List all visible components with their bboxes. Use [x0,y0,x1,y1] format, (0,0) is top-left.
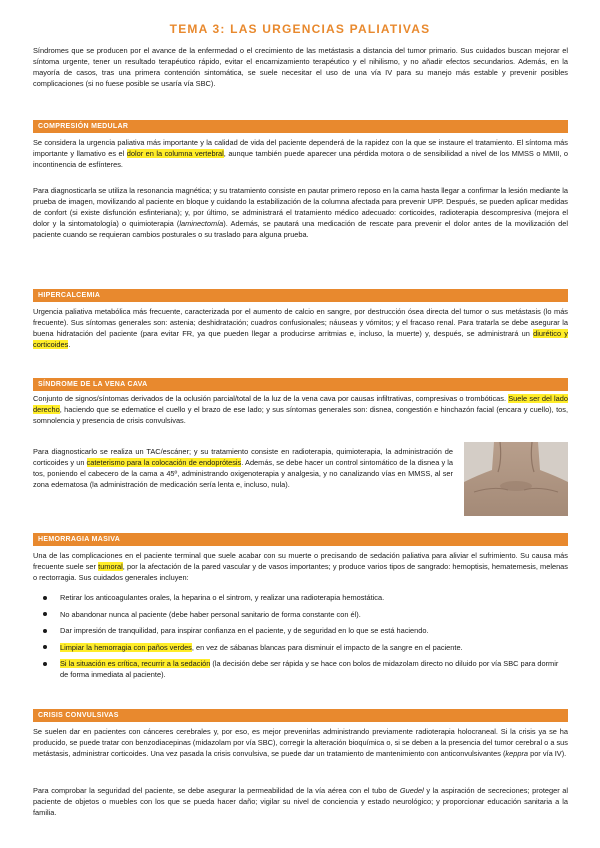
highlight-dolor-columna: dolor en la columna vertebral [126,149,224,158]
list-item: No abandonar nunca al paciente (debe haber personal sanitario de forma constante con él). [33,609,568,620]
section-heading-compresion-medular: COMPRESIÓN MEDULAR [33,120,568,133]
highlight-diuretico: diurético y corticoides [33,329,568,349]
highlight-lado-derecho: Suele ser del lado derecho [33,394,568,414]
highlight-cateterismo: cateterismo para la colocación de endoprótesis [86,458,242,467]
highlight-tumoral: tumoral [98,562,123,571]
list-item: Limpiar la hemorragia con paños verdes, en vez de sábanas blancas para disminuir el impacto de la sangre en el paciente. [33,642,568,653]
highlight-panos-verdes: Limpiar la hemorragia con paños verdes [60,642,192,652]
section-heading-hipercalcemia: HIPERCALCEMIA [33,289,568,302]
crisis-paragraph-2: Para comprobar la seguridad del paciente, se debe asegurar la permeabilidad de la vía aérea con el tubo de Guedel y la aspiración de secreciones; proteger al paciente de objetos o muebles con los que se pueda hacer daño; vigilar su nivel de conciencia y estado neurológico; y proporcionar educación sanitaria a la familia. [33,786,569,817]
hemorragia-paragraph: Una de las complicaciones en el paciente terminal que suele acabar con su muerte o precisando de sedación paliativa para aliviar el sufrimiento. Su causa más frecuente suele ser tumoral, por la afectación de la pared vascular y de vasos importantes; y produce varios tipos de sangrado: hemoptisis, hematemesis, melenas o rectorragia. Sus cuidados generales incluyen: [33,551,568,582]
section-heading-hemorragia: HEMORRAGIA MASIVA [33,533,568,546]
section-heading-vena-cava: SÍNDROME DE LA VENA CAVA [33,378,568,391]
list-item: Si la situación es crítica, recurrir a la sedación (la decisión debe ser rápida y se hace con bolos de midazolam directo no diluido por vía SBC para dormir de forma inmediata al paciente). [33,658,568,680]
vena-cava-paragraph-1: Conjunto de signos/síntomas derivados de la oclusión parcial/total de la luz de la vena cava por causas infiltrativas, compresivas o trombóticas. Suele ser del lado derecho, haciendo que se edematice el cuello y el brazo de ese lado; y sus síntomas generales son: disnea, congestión e hinchazón facial (encara y cuello), tos, somnolencia y presencia de crisis convulsivas. [33,394,568,425]
page-title: TEMA 3: LAS URGENCIAS PALIATIVAS [169,22,431,36]
neck-edema-illustration [464,442,568,516]
list-item: Retirar los anticoagulantes orales, la heparina o el sintrom, y realizar una radioterapia hemostática. [33,592,568,603]
intro-paragraph: Síndromes que se producen por el avance de la enfermedad o el crecimiento de las metástasis a distancia del tumor primario. Sus cuidados buscan mejorar el síntoma urgente, tener un resultado terapéutico rápido, evitar el encarnizamiento terapéutico y el nihilismo, y no añadir efectos secundarios. Además, en la mayoría de casos, tras una primera contención sintomática, se suele necesitar el uso de una vía IV para su manejo más estable y prevenir posibles complicaciones (si no fuese posible se usaría vía SBC). [33,46,568,88]
section-heading-crisis: CRISIS CONVULSIVAS [33,709,568,722]
highlight-sedacion: Si la situación es crítica, recurrir a la sedación [60,659,211,668]
crisis-paragraph-1: Se suelen dar en pacientes con cánceres cerebrales y, por eso, es mejor prevenirlas administrando previamente radioterapia holocraneal. Si la crisis ya se ha producido, se puede tratar con benzodiacepinas (midazolam por vía SBC), corregir la alteración bioquímica o, si se deben a la presencia del tumor cerebral o a sus metástasis, administrar corticoides. Una vez pasada la crisis convulsiva, se puede dar un tratamiento de mantenimiento con anticonvulsivantes (keppra por vía IV). [33,727,568,758]
list-item: Dar impresión de tranquilidad, para inspirar confianza en el paciente, y de seguridad en lo que se está haciendo. [33,625,568,636]
compresion-paragraph-2: Para diagnosticarla se utiliza la resonancia magnética; y su tratamiento consiste en pautar primero reposo en la cama hasta llegar a confirmar la lesión mediante la prueba de imagen, movilizando al paciente en bloque y cuidando la estabilización de la columna afectada para prevenir UPP. Después, se pueden aplicar medidas de confort (si existe disfunción esfinteriana); y, por último, se administrará el tratamiento médico adecuado: corticoides, radioterapia descompresiva (mejora el dolor y la sintomatología) o quimioterapia (laminectomía). Además, se pautará una medicación de rescate para prevenir el dolor antes de la movilización del paciente cuando se requieran cambios posturales o su traslado para alguna prueba. [33,186,569,239]
hipercalcemia-paragraph: Urgencia paliativa metabólica más frecuente, caracterizada por el aumento de calcio en sangre, por destrucción ósea directa del tumor o sus metástasis (lo más frecuente). Sus síntomas generales son: astenia; deshidratación; cuadros confusionales; náuseas y vómitos; y el fracaso renal. Para tratarla se debe asegurar la buena hidratación del paciente (para evitar FR, ya que pueden llegar a producirse arritmias e, incluso, la muerte) y, después, se administrará un diurético y corticoides. [33,307,568,349]
compresion-paragraph-1: Se considera la urgencia paliativa más importante y la calidad de vida del paciente dependerá de la rapidez con la que se instaure el tratamiento. El síntoma más importante y llamativo es el dolor en la columna vertebral, aunque también puede aparecer una pérdida motora o de sensibilidad a nivel de los MMSS o MMII, o incontinencia de esfínteres. [33,138,568,169]
patient-neck-photo [464,442,568,516]
vena-cava-paragraph-2: Para diagnosticarlo se realiza un TAC/escáner; y su tratamiento consiste en radioterapia, quimioterapia, la administración de corticoides y un cateterismo para la colocación de endoprótesis. Además, se debe hacer un control sintomático de la disnea y la tos, poniendo el cabecero de la cama a 45º, administrando oxigenoterapia y analgesia, y no canalizando vías en MMSS, al ser zona edematosa (la administración de medicación sería lenta e, incluso, nula). [33,447,453,489]
hemorragia-care-list [33,592,568,686]
